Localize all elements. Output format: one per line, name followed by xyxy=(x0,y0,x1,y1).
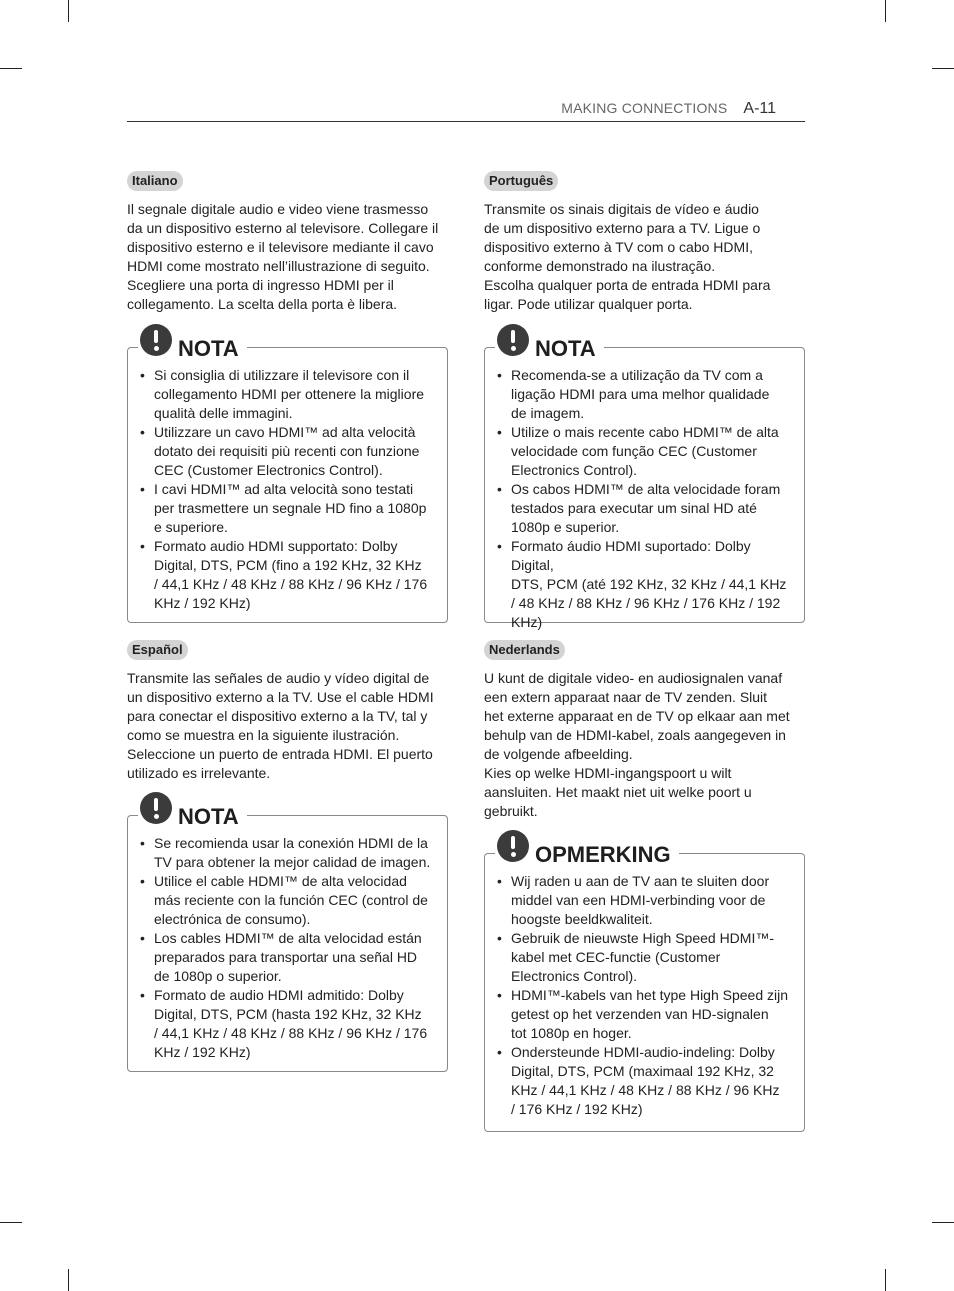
note-item: • Utilize o mais recente cabo HDMI™ de alta velocidade com função CEC (Customer Electronics Control). xyxy=(497,423,797,480)
section-body: Il segnale digitale audio e video viene trasmesso da un dispositivo esterno al televisore. Collegare il dispositivo esterno e il televisore mediante il cavo HDMI come mostrato nell’illustrazione di seguito. Scegliere una porta di ingresso HDMI per il collegamento. La scelta della porta è libera. xyxy=(127,201,439,312)
note-item: • Los cables HDMI™ de alta velocidad están preparados para transportar una señal HD de 1080p o superior. xyxy=(140,929,440,986)
note-item: • Gebruik de nieuwste High Speed HDMI™- kabel met CEC-functie (Customer Electronics Control). xyxy=(497,929,797,986)
note-box xyxy=(484,842,805,1132)
crop-mark xyxy=(0,1222,22,1223)
section-title: MAKING CONNECTIONS xyxy=(561,100,728,116)
note-item: • Utilizzare un cavo HDMI™ ad alta velocità dotato dei requisiti più recenti con funzione CEC (Customer Electronics Control). xyxy=(140,423,440,480)
section-italiano xyxy=(127,171,448,611)
note-item: • Formato audio HDMI supportato: Dolby Digital, DTS, PCM (fino a 192 KHz, 32 KHz / 44,1 KHz / 48 KHz / 88 KHz / 96 KHz / 176 KHz / 192 KHz) xyxy=(140,537,440,613)
note-list xyxy=(497,366,797,632)
language-tag: Português xyxy=(484,171,558,191)
note-title: NOTA xyxy=(535,336,596,361)
exclamation-icon xyxy=(497,324,529,356)
crop-mark xyxy=(885,1269,886,1291)
note-item: • Utilice el cable HDMI™ de alta velocidad más reciente con la función CEC (control de electrónica de consumo). xyxy=(140,872,440,929)
section-body: Transmite os sinais digitais de vídeo e áudio de um dispositivo externo para a TV. Ligue o dispositivo externo à TV com o cabo HDMI, conforme demonstrado na ilustração. Escolha qualquer porta de entrada HDMI para ligar. Pode utilizar qualquer porta. xyxy=(484,201,771,312)
note-item: • Os cabos HDMI™ de alta velocidade foram testados para executar um sinal HD até 1080p e superior. xyxy=(497,480,797,537)
section-body: Transmite las señales de audio y vídeo digital de un dispositivo externo a la TV. Use el cable HDMI para conectar el dispositivo externo a la TV, tal y como se muestra en la siguiente ilustración. Seleccione un puerto de entrada HDMI. El puerto utilizado es irrelevante. xyxy=(127,670,434,781)
note-box xyxy=(127,336,448,623)
language-tag: Español xyxy=(127,640,188,660)
language-tag: Nederlands xyxy=(484,640,565,660)
note-list xyxy=(497,872,797,1119)
note-title: NOTA xyxy=(178,336,239,361)
note-list xyxy=(140,366,440,613)
note-item: • I cavi HDMI™ ad alta velocità sono testati per trasmettere un segnale HD fino a 1080p e superiore. xyxy=(140,480,440,537)
note-box xyxy=(484,336,805,630)
exclamation-icon xyxy=(140,792,172,824)
section-nederlands xyxy=(484,640,805,1117)
note-header xyxy=(138,324,247,361)
section-espanol xyxy=(127,640,448,1060)
note-list xyxy=(140,834,440,1062)
note-item: • HDMI™-kabels van het type High Speed zijn getest op het verzenden van HD-signalen tot 1080p en hoger. xyxy=(497,986,797,1043)
crop-mark xyxy=(68,1269,69,1291)
section-portugues xyxy=(484,171,805,630)
note-box xyxy=(127,804,448,1072)
exclamation-icon xyxy=(140,324,172,356)
note-item: • Recomenda-se a utilização da TV com a ligação HDMI para uma melhor qualidade de imagem. xyxy=(497,366,797,423)
note-title: OPMERKING xyxy=(535,842,671,867)
crop-mark xyxy=(932,68,954,69)
crop-mark xyxy=(68,0,69,22)
note-item: • Si consiglia di utilizzare il televisore con il collegamento HDMI per ottenere la migliore qualità delle immagini. xyxy=(140,366,440,423)
note-header xyxy=(138,792,247,829)
note-header xyxy=(495,324,604,361)
section-body: U kunt de digitale video- en audiosignalen vanaf een extern apparaat naar de TV zenden. Sluit het externe apparaat en de TV op elkaar aan met behulp van de HDMI-kabel, zoals aangegeven in de volgende afbeelding. Kies op welke HDMI-ingangspoort u wilt aansluiten. Het maakt niet uit welke poort u gebruikt. xyxy=(484,670,790,819)
header-rule xyxy=(127,121,805,122)
note-item: • Formato de audio HDMI admitido: Dolby Digital, DTS, PCM (hasta 192 KHz, 32 KHz / 44,1 KHz / 48 KHz / 88 KHz / 96 KHz / 176 KHz / 192 KHz) xyxy=(140,986,440,1062)
note-item: • Se recomienda usar la conexión HDMI de la TV para obtener la mejor calidad de imagen. xyxy=(140,834,440,872)
note-item: • Ondersteunde HDMI-audio-indeling: Dolby Digital, DTS, PCM (maximaal 192 KHz, 32 KHz / 44,1 KHz / 48 KHz / 88 KHz / 96 KHz / 176 KHz / 192 KHz) xyxy=(497,1043,797,1119)
note-title: NOTA xyxy=(178,804,239,829)
note-item: • Wij raden u aan de TV aan te sluiten door middel van een HDMI-verbinding voor de hoogste beeldkwaliteit. xyxy=(497,872,797,929)
page-number: A-11 xyxy=(743,100,776,117)
exclamation-icon xyxy=(497,830,529,862)
crop-mark xyxy=(885,0,886,22)
language-tag: Italiano xyxy=(127,171,183,191)
crop-mark xyxy=(932,1222,954,1223)
note-header xyxy=(495,830,679,867)
note-item: • Formato áudio HDMI suportado: Dolby Digital, DTS, PCM (até 192 KHz, 32 KHz / 44,1 KHz / 48 KHz / 88 KHz / 96 KHz / 176 KHz / 192 KHz) xyxy=(497,537,797,632)
crop-mark xyxy=(0,68,22,69)
page-header xyxy=(561,100,776,118)
